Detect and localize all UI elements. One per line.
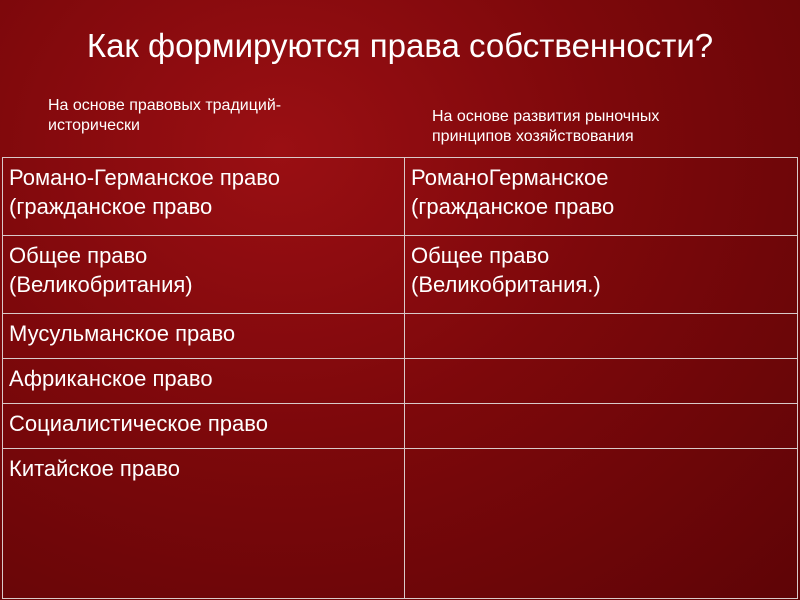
table-cell-right	[405, 314, 798, 359]
table-cell-right	[405, 449, 798, 599]
table-row	[3, 236, 798, 314]
legal-systems-table	[2, 157, 798, 599]
slide-title: Как формируются права собственности?	[86, 27, 714, 64]
table-cell-left: Социалистическое право	[3, 404, 405, 449]
table-cell-right: РоманоГерманское (гражданское право	[405, 158, 798, 236]
table-cell-left: Общее право (Великобритания)	[3, 236, 405, 314]
table-row	[3, 449, 798, 599]
table-cell-right	[405, 359, 798, 404]
table-row	[3, 158, 798, 236]
table-cell-left: Китайское право	[3, 449, 405, 599]
table-row	[3, 359, 798, 404]
subheading-historical-traditions: На основе правовых традиций- историчеcки	[48, 97, 282, 134]
table-cell-right: Общее право (Великобритания.)	[405, 236, 798, 314]
table-row	[3, 314, 798, 359]
subheading-market-principles: На основе развития рыночных принципов хозяйствования	[432, 108, 660, 145]
table-cell-right	[405, 404, 798, 449]
table-cell-left: Африканское право	[3, 359, 405, 404]
table-cell-left: Мусульманское право	[3, 314, 405, 359]
table-cell-left: Романо-Германское право (гражданское право	[3, 158, 405, 236]
table-row	[3, 404, 798, 449]
